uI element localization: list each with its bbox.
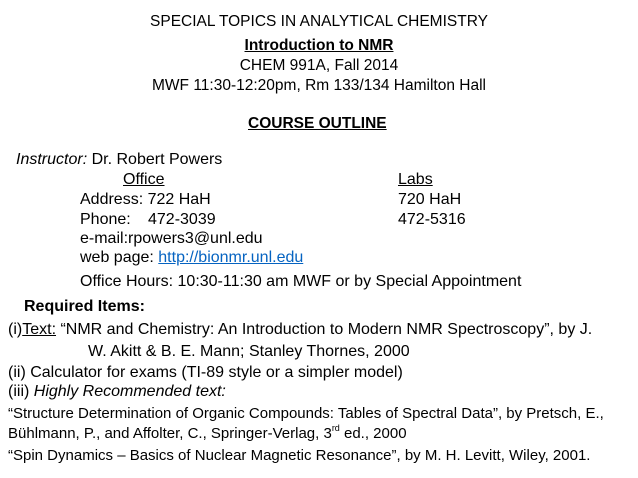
office-hours: Office Hours: 10:30-11:30 am MWF or by Special Appointment bbox=[80, 273, 522, 290]
labs-phone: 472-5316 bbox=[398, 211, 466, 228]
required-item-text-cont: W. Akitt & B. E. Mann; Stanley Thornes, 2000 bbox=[88, 343, 410, 360]
course-schedule: MWF 11:30-12:20pm, Rm 133/134 Hamilton Hall bbox=[152, 77, 486, 94]
instructor-line bbox=[16, 150, 222, 170]
required-item-text bbox=[8, 320, 592, 340]
labs-address: 720 HaH bbox=[398, 191, 462, 208]
required-item-recommended bbox=[8, 382, 226, 402]
office-heading: Office bbox=[123, 171, 165, 188]
office-phone-label: Phone: bbox=[80, 211, 131, 228]
labs-heading: Labs bbox=[398, 171, 433, 188]
item1-label: Text: bbox=[22, 321, 57, 338]
web-page-line bbox=[80, 248, 303, 268]
ref1-text-b: ed., 2000 bbox=[339, 425, 407, 442]
item3-label: Highly Recommended text: bbox=[33, 383, 226, 400]
reference-1-line1: “Structure Determination of Organic Compounds: Tables of Spectral Data”, by Pretsch, E., bbox=[8, 405, 604, 422]
instructor-label: Instructor: bbox=[16, 151, 88, 168]
reference-2: “Spin Dynamics – Basics of Nuclear Magnetic Resonance”, by M. H. Levitt, Wiley, 2001. bbox=[8, 447, 591, 464]
course-category: SPECIAL TOPICS IN ANALYTICAL CHEMISTRY bbox=[150, 13, 488, 30]
outline-heading: COURSE OUTLINE bbox=[248, 115, 387, 132]
course-title: Introduction to NMR bbox=[244, 37, 394, 54]
course-code: CHEM 991A, Fall 2014 bbox=[239, 57, 399, 74]
item3-prefix: (iii) bbox=[8, 383, 34, 400]
web-page-link[interactable]: http://bionmr.unl.edu bbox=[158, 249, 304, 266]
item1-text: “NMR and Chemistry: An Introduction to Modern NMR Spectroscopy”, by J. bbox=[56, 321, 593, 338]
web-page-label: web page: bbox=[80, 249, 159, 266]
required-item-calculator: (ii) Calculator for exams (TI-89 style or a simpler model) bbox=[8, 364, 403, 381]
ref1-text-a: Bühlmann, P., and Affolter, C., Springer-Verlag, 3 bbox=[8, 425, 332, 442]
office-phone: 472-3039 bbox=[148, 211, 216, 228]
ref1-superscript: rd bbox=[331, 423, 340, 433]
instructor-name: Dr. Robert Powers bbox=[91, 151, 223, 168]
item1-prefix: (i) bbox=[8, 321, 23, 338]
reference-1-line2 bbox=[8, 424, 407, 444]
office-address: Address: 722 HaH bbox=[80, 191, 211, 208]
instructor-email: e-mail:rpowers3@unl.edu bbox=[80, 230, 263, 247]
required-heading: Required Items: bbox=[24, 298, 145, 315]
